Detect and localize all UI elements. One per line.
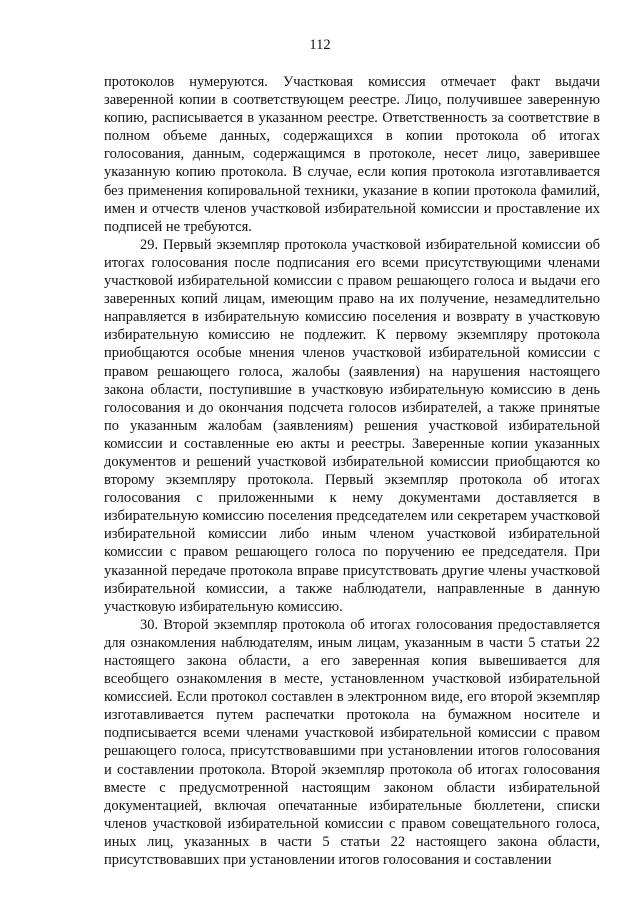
paragraph-continuation: протоколов нумеруются. Участковая комиссия отмечает факт выдачи заверенной копии в соответствующем реестре. Лицо, получившее заверенную копию, расписывается в указанном реестре. Ответственность за соответствие в полном объеме данных, содержащихся в копии протокола об итогах голосования, данным, содержащимся в протоколе, несет лицо, заверившее указанную копию протокола. В случае, если копия протокола изготавливается без применения копировальной техники, указание в копии протокола фамилий, имен и отчеств членов участковой избирательной комиссии и проставление их подписей не требуются. bbox=[104, 74, 600, 235]
paragraph-item-30: 30. Второй экземпляр протокола об итогах голосования предоставляется для ознакомления наблюдателям, иным лицам, указанным в части 5 статьи 22 настоящего закона области, а его заверенная копия вывешивается для всеобщего ознакомления в месте, установленном участковой избирательной комиссией. Если протокол составлен в электронном виде, его второй экземпляр изготавливается путем распечатки протокола на бумажном носителе и подписывается всеми членами участковой избирательной комиссии с правом решающего голоса, присутствовавшими при установлении итогов голосования и составлении протокола. Второй экземпляр протокола об итогах голосования вместе с предусмотренной настоящим законом области избирательной документацией, включая опечатанные избирательные бюллетени, списки членов участковой избирательной комиссии с правом совещательного голоса, иных лиц, указанных в части 5 статьи 22 настоящего закона области, присутствовавших при установлении итогов голосования и составлении bbox=[104, 616, 600, 869]
paragraph-item-29: 29. Первый экземпляр протокола участковой избирательной комиссии об итогах голосования после подписания его всеми присутствующими членами участковой избирательной комиссии с правом решающего голоса и выдачи его заверенных копий лицам, имеющим право на их получение, незамедлительно направляется в избирательную комиссию поселения и возврату в участковую избирательную комиссию не подлежит. К первому экземпляру протокола приобщаются особые мнения членов участковой избирательной комиссии с правом решающего голоса, жалобы (заявления) на нарушения настоящего закона области, поступившие в участковую избирательную комиссию в день голосования и до окончания подсчета голосов избирателей, а также принятые по указанным жалобам (заявлениям) решения участковой избирательной комиссии и составленные ею акты и реестры. Заверенные копии указанных документов и решений участковой избирательной комиссии приобщаются ко второму экземпляру протокола. Первый экземпляр протокола об итогах голосования с приложенными к нему документами доставляется в избирательную комиссию поселения председателем или секретарем участковой избирательной комиссии либо иным членом участковой избирательной комиссии с правом решающего голоса по поручению ее председателя. При указанной передаче протокола вправе присутствовать другие члены участковой избирательной комиссии, а также наблюдатели, направленные в данную участковую избирательную комиссию. bbox=[104, 236, 600, 615]
document-body bbox=[104, 73, 600, 869]
page-number: 112 bbox=[309, 37, 331, 53]
